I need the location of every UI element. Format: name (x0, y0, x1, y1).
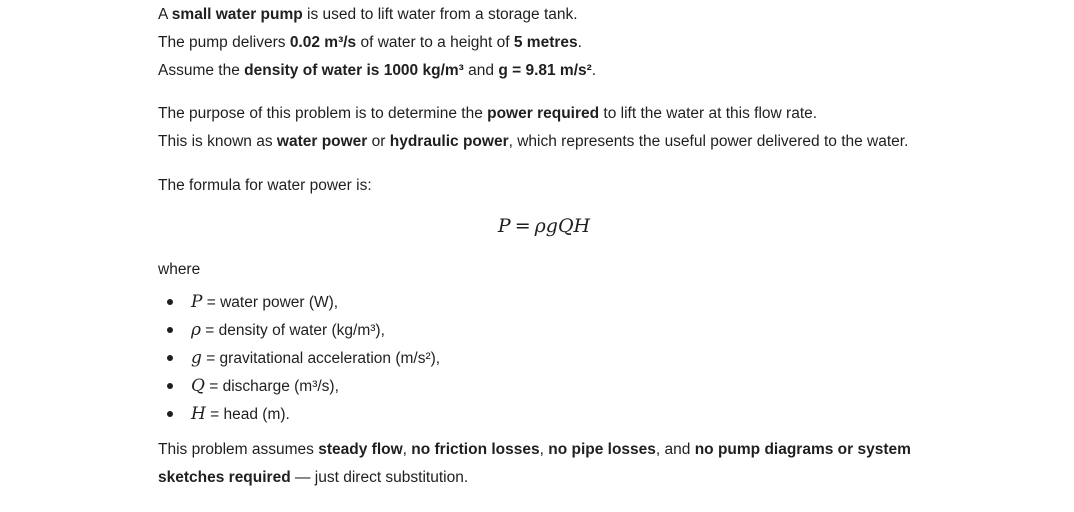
symbol: g (191, 348, 202, 368)
text-segment: A (158, 6, 172, 23)
bullet-icon (167, 355, 173, 361)
definition-text: = density of water (kg/m³), (201, 322, 385, 339)
bold-density: density of water is 1000 kg/m³ (244, 62, 464, 79)
bold-no-friction: no friction losses (411, 441, 540, 458)
where-label: where (158, 261, 201, 278)
text-segment: . (591, 62, 597, 79)
bold-flow-rate: 0.02 m³/s (289, 34, 357, 51)
bold-power-required: power required (487, 105, 600, 122)
bold-gravity: g = 9.81 m/s² (498, 62, 592, 79)
definition-text: = gravitational acceleration (m/s²), (201, 350, 441, 367)
text-segment: . (577, 34, 582, 51)
list-item (158, 316, 440, 344)
text-segment: This is known as (158, 133, 277, 150)
list-item (158, 400, 440, 428)
text-segment: is used to lift water from a storage tank. (302, 6, 578, 23)
bold-hydraulic-power: hydraulic power (389, 133, 509, 150)
bold-height: 5 metres (513, 34, 578, 51)
intro-line-1 (158, 1, 596, 29)
symbol: Q (191, 376, 205, 396)
bullet-icon (167, 327, 173, 333)
definition-text: = head (m). (205, 406, 290, 423)
text-segment: The purpose of this problem is to determine the (158, 105, 488, 122)
water-power-formula (158, 212, 930, 240)
definition-text: = discharge (m³/s), (204, 378, 339, 395)
text-segment: The pump delivers (158, 34, 290, 51)
bold-steady-flow: steady flow (318, 441, 403, 458)
bold-no-diagrams: no pump diagrams or system sketches required (158, 441, 911, 486)
definitions-list (158, 288, 440, 428)
bullet-icon (167, 383, 173, 389)
symbol: P (191, 292, 203, 312)
text-segment: — just direct substitution. (290, 469, 469, 486)
text-segment: to lift the water at this flow rate. (599, 105, 818, 122)
intro-paragraph (158, 1, 596, 85)
list-item (158, 344, 440, 372)
purpose-line-1 (158, 100, 908, 128)
list-item (158, 288, 440, 316)
text-segment: , which represents the useful power delivered to the water. (508, 133, 909, 150)
bold-pump-type: small water pump (171, 6, 303, 23)
bullet-icon (167, 299, 173, 305)
text-segment: or (367, 133, 390, 150)
text-segment: , (539, 441, 549, 458)
symbol: H (191, 404, 206, 424)
assumptions-paragraph (158, 436, 918, 492)
purpose-line-2 (158, 128, 908, 156)
definition-text: = water power (W), (202, 294, 339, 311)
text-segment: This problem assumes (158, 441, 319, 458)
list-item (158, 372, 440, 400)
formula-rhs: ρgQH (534, 215, 591, 237)
intro-line-2 (158, 29, 596, 57)
text-segment: , and (655, 441, 695, 458)
bold-water-power: water power (276, 133, 368, 150)
formula-intro: The formula for water power is: (158, 177, 372, 194)
text-segment: of water to a height of (356, 34, 514, 51)
symbol: ρ (191, 320, 201, 340)
text-segment: and (463, 62, 499, 79)
text-segment: Assume the (158, 62, 245, 79)
bold-no-pipe-losses: no pipe losses (548, 441, 656, 458)
intro-line-3 (158, 57, 596, 85)
purpose-paragraph (158, 100, 908, 156)
bullet-icon (167, 411, 173, 417)
text-segment: , (402, 441, 412, 458)
formula-equals: = (514, 215, 531, 237)
formula-lhs: P (497, 215, 511, 237)
